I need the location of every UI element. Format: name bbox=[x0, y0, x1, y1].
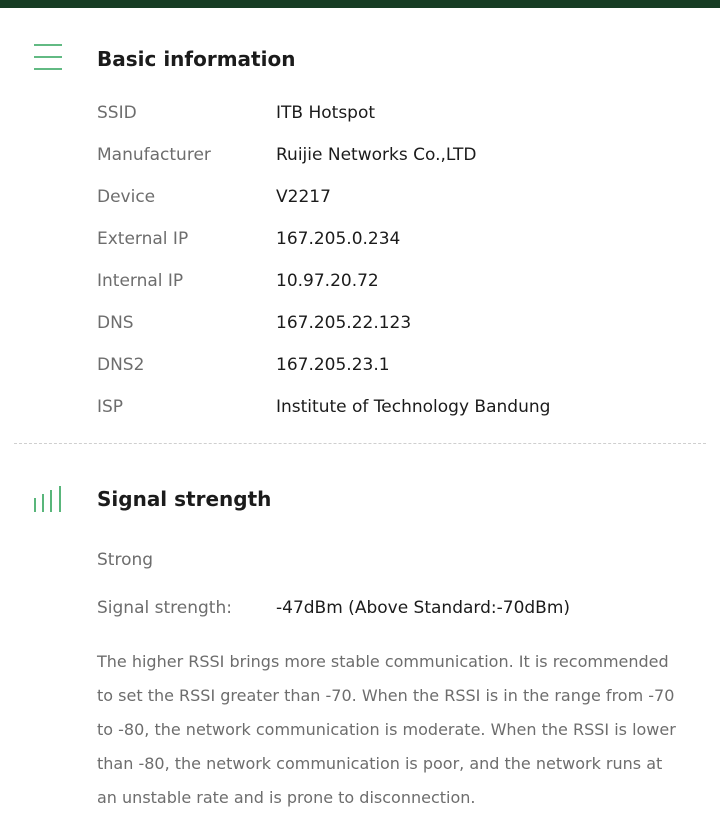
menu-lines-icon bbox=[33, 42, 63, 72]
signal-description: The higher RSSI brings more stable communication. It is recommended to set the RSSI greater than -70. When the RSSI is in the range from -70 to -80, the network communication is moderate. When the RSSI is lower than -80, the network communication is poor, and the network runs at an unstable rate and is prone to disconnection. bbox=[97, 652, 676, 807]
info-row-internal-ip bbox=[97, 271, 697, 301]
info-row-manufacturer bbox=[97, 145, 697, 175]
info-label: Manufacturer bbox=[97, 145, 211, 165]
info-row-device bbox=[97, 187, 697, 217]
info-label: Device bbox=[97, 187, 156, 207]
info-label: Internal IP bbox=[97, 271, 184, 291]
info-row-dns bbox=[97, 313, 697, 343]
top-status-bar bbox=[0, 0, 720, 8]
info-label: SSID bbox=[97, 103, 137, 123]
info-row-dns2 bbox=[97, 355, 697, 385]
basic-information-header bbox=[0, 40, 720, 80]
signal-strength-label: Signal strength: bbox=[97, 598, 232, 618]
signal-level-text: Strong bbox=[97, 550, 154, 570]
info-value: ITB Hotspot bbox=[276, 103, 376, 123]
basic-information-title: Basic information bbox=[97, 47, 296, 71]
signal-strength-value: -47dBm (Above Standard:-70dBm) bbox=[276, 598, 571, 618]
signal-strength-title: Signal strength bbox=[97, 487, 272, 511]
info-value: 167.205.23.1 bbox=[276, 355, 390, 375]
info-label: ISP bbox=[97, 397, 124, 417]
info-value: V2217 bbox=[276, 187, 331, 207]
info-label: External IP bbox=[97, 229, 189, 249]
info-row-isp bbox=[97, 397, 697, 427]
info-value: Institute of Technology Bandung bbox=[276, 397, 551, 417]
section-divider bbox=[14, 443, 706, 444]
info-row-ssid bbox=[97, 103, 697, 133]
info-value: 10.97.20.72 bbox=[276, 271, 379, 291]
info-label: DNS bbox=[97, 313, 134, 333]
info-label: DNS2 bbox=[97, 355, 145, 375]
info-row-external-ip bbox=[97, 229, 697, 259]
info-value: Ruijie Networks Co.,LTD bbox=[276, 145, 477, 165]
info-value: 167.205.22.123 bbox=[276, 313, 412, 333]
signal-bars-icon bbox=[33, 484, 63, 514]
info-value: 167.205.0.234 bbox=[276, 229, 401, 249]
signal-strength-row bbox=[97, 598, 697, 628]
signal-strength-header bbox=[0, 480, 720, 520]
